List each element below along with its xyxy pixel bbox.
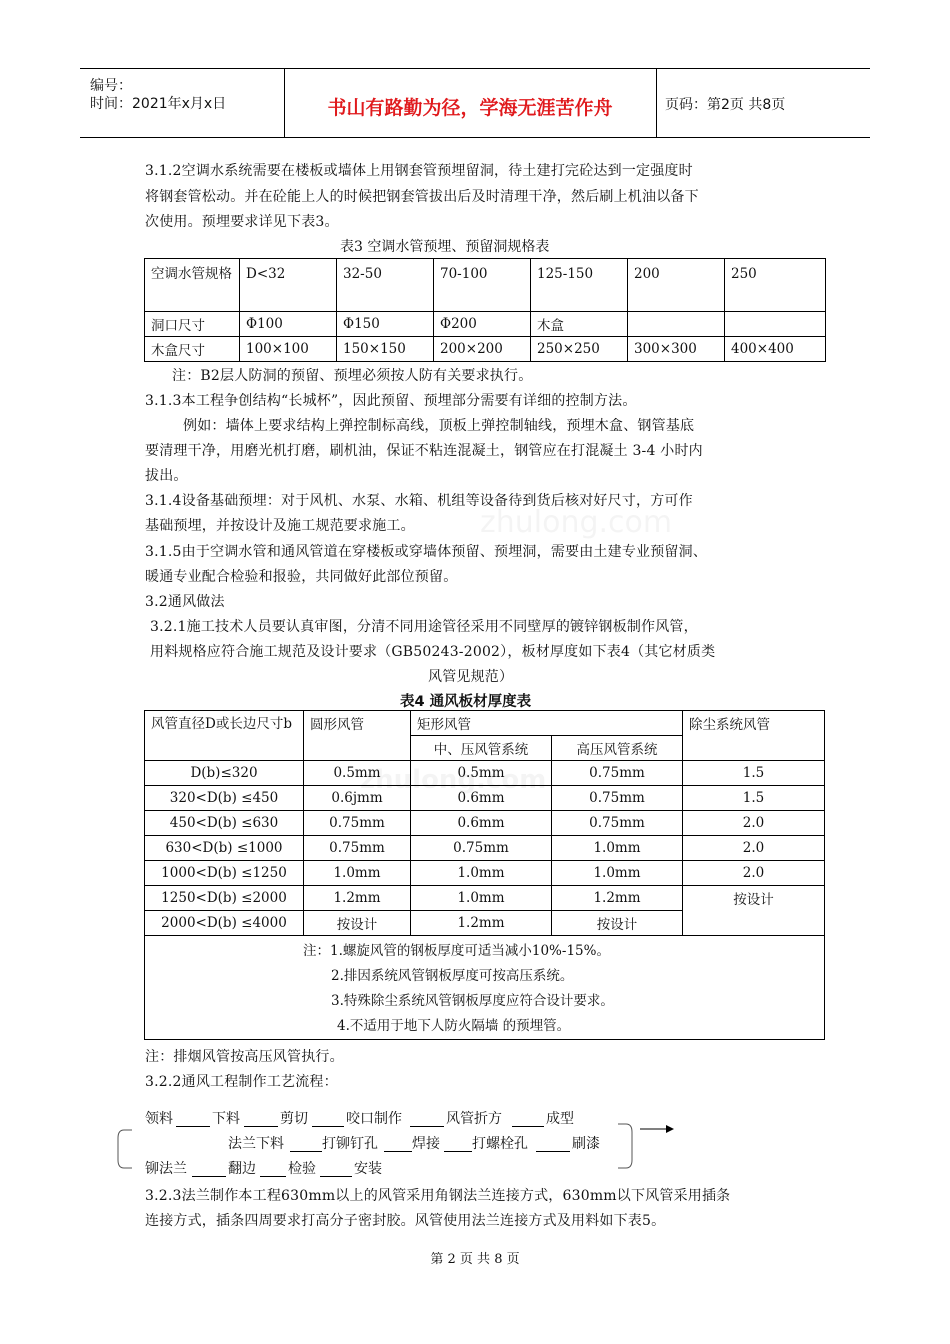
table4-cell: 0.5mm [411,761,552,786]
para-323-line1: 3.2.3法兰制作本工程630mm以上的风管采用角钢法兰连接方式，630mm以下风管采用插条 [145,1188,731,1204]
table4-cell: 1.0mm [411,861,552,886]
table4-header-round: 圆形风管 [304,711,411,761]
para-312-line3: 次使用。预埋要求详见下表3。 [145,214,339,230]
table4-cell: 630<D(b) ≤1000 [145,836,304,861]
table3-cell: 150×150 [337,337,434,362]
flow-step: 法兰下料 [228,1136,284,1152]
table4-header-row [145,711,825,736]
table3-cell [628,312,725,337]
flow-step: 焊接 [412,1136,440,1152]
flow-step: 刷漆 [572,1136,600,1152]
para-315-line2: 暖通专业配合检验和报验，共同做好此部位预留。 [145,569,458,585]
table3-cell: 125-150 [531,259,628,312]
table3-row [145,312,826,337]
flow-step: 风管折方 [446,1111,502,1127]
flow-step: 铆法兰 [145,1161,187,1177]
table4-note-2: 2.排因系统风管钢板厚度可按高压系统。 [331,968,574,984]
table4-caption: 表4 通风板材厚度表 [400,694,532,710]
table4-header-rect: 矩形风管 [411,711,683,736]
table4-note-1: 注：1.螺旋风管的钢板厚度可适当减小10%-15%。 [303,943,610,959]
table3-cell: 200 [628,259,725,312]
flow-step: 打螺栓孔 [472,1136,528,1152]
table3-row [145,337,826,362]
table3-cell: 250 [725,259,826,312]
table4-cell: 1.0mm [304,861,411,886]
table4-cell: 0.75mm [552,761,683,786]
table4 [144,710,825,1040]
page-header [80,68,870,138]
table3-cell: Φ150 [337,312,434,337]
para-322: 3.2.2通风工程制作工艺流程： [145,1074,338,1090]
table3-note: 注：B2层人防洞的预留、预埋必须按人防有关要求执行。 [172,368,533,384]
table4-row [145,811,825,836]
para-321-line2: 用料规格应符合施工规范及设计要求（GB50243-2002），板材厚度如下表4（其它材质类 [150,644,716,660]
flow-step: 翻边 [228,1161,256,1177]
table3-header-row [145,259,826,312]
table4-cell: 0.75mm [552,811,683,836]
table3-cell: 70-100 [434,259,531,312]
table4-cell: 2.0 [683,861,825,886]
table4-note-3: 3.特殊除尘系统风管钢板厚度应符合设计要求。 [331,993,614,1009]
header-motto: 书山有路勤为径，学海无涯苦作舟 [327,97,613,119]
flow-brackets [110,1120,690,1180]
table3-cell: 100×100 [240,337,337,362]
table3 [144,258,826,362]
table3-cell: 250×250 [531,337,628,362]
table4-cell: 0.5mm [304,761,411,786]
table4-row [145,886,825,911]
para-312-line1: 3.1.2空调水系统需要在楼板或墙体上用钢套管预埋留洞，待土建打完砼达到一定强度时 [145,163,693,179]
table3-cell: 200×200 [434,337,531,362]
table3-cell: 木盒 [531,312,628,337]
table3-cell: 300×300 [628,337,725,362]
table4-notes-row [145,936,825,1040]
para-321-line1: 3.2.1施工技术人员要认真审图，分清不同用途管径采用不同壁厚的镀锌钢板制作风管， [150,619,698,635]
page-code: 页码：第2页 共8页 [665,97,786,113]
table3-cell: 32-50 [337,259,434,312]
table4-row [145,861,825,886]
para-314-line2: 基础预埋，并按设计及施工规范要求施工。 [145,518,415,534]
table4-row [145,836,825,861]
para-313-example-line1: 例如：墙体上要求结构上弹控制标高线，顶板上弹控制轴线，预埋木盒、钢管基底 [183,418,695,434]
table3-cell: 400×400 [725,337,826,362]
table4-cell: 1250<D(b) ≤2000 [145,886,304,911]
table4-cell: 450<D(b) ≤630 [145,811,304,836]
table3-caption: 表3 空调水管预埋、预留洞规格表 [340,239,550,255]
table4-cell: 1.5 [683,761,825,786]
flow-step: 剪切 [280,1111,308,1127]
table4-cell: 按设计 [304,911,411,936]
table4-header-dim: 风管直径D或长边尺寸b [145,711,304,761]
para-315-line1: 3.1.5由于空调水管和通风管道在穿楼板或穿墙体预留、预埋洞，需要由土建专业预留洞、 [145,544,708,560]
table4-cell: 1.0mm [552,861,683,886]
table4-notes [145,936,825,1040]
table4-cell: 2.0 [683,836,825,861]
table3-cell: Φ200 [434,312,531,337]
table4-after-note: 注：排烟风管按高压风管执行。 [145,1049,344,1065]
table4-cell: 1.0mm [552,836,683,861]
table4-header-dust: 除尘系统风管 [683,711,825,761]
flow-step: 安装 [354,1161,382,1177]
table4-cell: D(b)≤320 [145,761,304,786]
para-323-line2: 连接方式，插条四周要求打高分子密封胶。风管使用法兰连接方式及用料如下表5。 [145,1213,666,1229]
table4-cell: 1000<D(b) ≤1250 [145,861,304,886]
table3-cell: Φ100 [240,312,337,337]
flow-step: 打铆钉孔 [322,1136,378,1152]
flow-step: 领料 [145,1111,173,1127]
table4-cell: 1.2mm [552,886,683,911]
table4-cell: 1.5 [683,786,825,811]
serial-label: 编号： [90,78,132,94]
flow-step: 成型 [546,1111,574,1127]
flow-step: 咬口制作 [346,1111,402,1127]
time-label: 时间：2021年x月x日 [90,96,227,112]
header-right-cell [656,69,871,137]
table4-cell: 0.75mm [304,811,411,836]
table4-cell: 2.0 [683,811,825,836]
table3-cell: 洞口尺寸 [145,312,240,337]
page-footer: 第 2 页 共 8 页 [430,1252,520,1267]
para-312-line2: 将钢套管松动。并在砼能上人的时候把钢套管拔出后及时清理干净，然后刷上机油以备下 [145,189,699,205]
watermark [480,505,672,540]
para-321-line3: 风管见规范） [428,669,514,685]
table3-cell [725,312,826,337]
watermark [360,765,546,795]
section-32-heading: 3.2通风做法 [145,594,225,610]
table4-cell: 0.75mm [304,836,411,861]
table4-header-mid: 中、压风管系统 [411,736,552,761]
table4-dust-design: 按设计 [683,886,825,936]
table3-cell: D<32 [240,259,337,312]
table4-note-4: 4.不适用于地下人防火隔墙 的预埋管。 [337,1018,571,1034]
table4-cell: 2000<D(b) ≤4000 [145,911,304,936]
para-313-example-line3: 拔出。 [145,468,188,484]
table4-cell: 0.6jmm [304,786,411,811]
table4-cell: 0.75mm [552,786,683,811]
table4-cell: 1.0mm [411,886,552,911]
table3-cell: 木盒尺寸 [145,337,240,362]
para-314-line1: 3.1.4设备基础预埋：对于风机、水泵、水箱、机组等设备待到货后核对好尺寸，方可作 [145,493,693,509]
table4-cell: 320<D(b) ≤450 [145,786,304,811]
table4-cell: 1.2mm [304,886,411,911]
table4-cell: 0.6mm [411,786,552,811]
table4-cell: 0.75mm [411,836,552,861]
flow-step: 检验 [288,1161,316,1177]
header-left-cell [80,69,285,137]
table4-header-high: 高压风管系统 [552,736,683,761]
table4-cell: 按设计 [552,911,683,936]
table4-cell: 1.2mm [411,911,552,936]
table3-cell: 空调水管规格 [145,259,240,312]
para-313: 3.1.3本工程争创结构“长城杯”，因此预留、预埋部分需要有详细的控制方法。 [145,393,637,409]
para-313-example-line2: 要清理干净，用磨光机打磨，刷机油，保证不粘连混凝土，钢管应在打混凝土 3-4 小时内 [145,443,703,459]
table4-cell: 0.6mm [411,811,552,836]
flow-step: 下料 [212,1111,240,1127]
